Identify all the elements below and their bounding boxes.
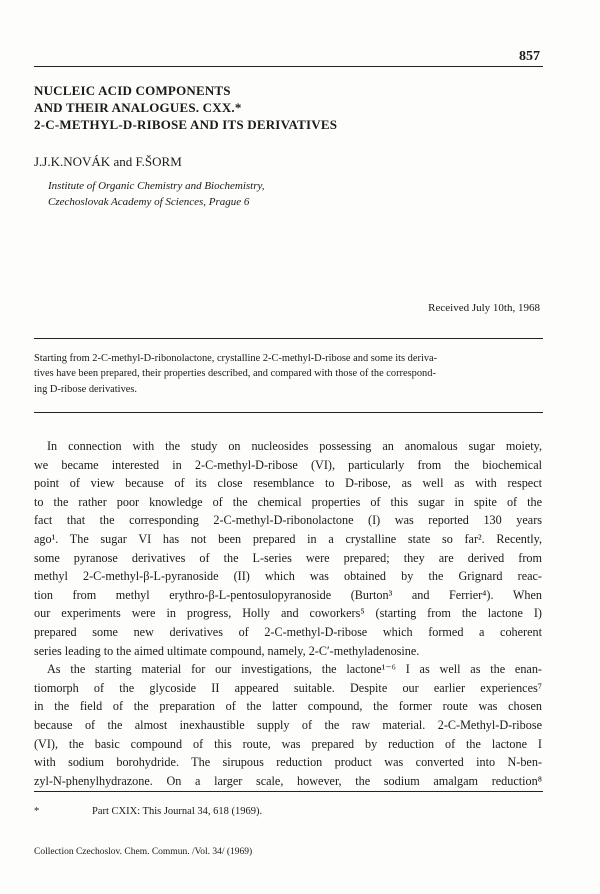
abstract-line: Starting from 2-C-methyl-D-ribonolactone, crystalline 2-C-methyl-D-ribose and some its deriva- <box>34 353 438 364</box>
body-line: tion from methyl erythro-β-L-pentosulopyranoside (Burton³ and Ferrier⁴). When <box>34 587 542 602</box>
body-line: we became interested in 2-C-methyl-D-ribose (VI), particularly from the biochemical <box>34 457 542 472</box>
abstract-bottom-rule <box>34 412 543 413</box>
body-line: tiomorph of the glycoside II appeared suitable. Despite our earlier experiences⁷ <box>34 680 542 695</box>
affiliation <box>48 178 265 210</box>
footnote-marker: * <box>34 806 40 817</box>
authors: J.J.K.NOVÁK and F.ŠORM <box>34 154 182 169</box>
page-number: 857 <box>519 49 540 64</box>
footnote-text: Part CXIX: This Journal 34, 618 (1969). <box>92 806 263 817</box>
article-title <box>34 82 337 133</box>
abstract-top-rule <box>34 338 543 339</box>
body-line: zyl-N-phenylhydrazone. On a larger scale, however, the sodium amalgam reduction⁸ <box>34 773 542 788</box>
affiliation-line-1: Institute of Organic Chemistry and Biochemistry, <box>48 180 265 192</box>
abstract-line: tives have been prepared, their properties described, and compared with those of the correspond- <box>34 368 436 380</box>
body-line: methyl 2-C-methyl-β-L-pyranoside (II) which was obtained by the Grignard reac- <box>34 569 542 584</box>
body-text <box>34 437 542 790</box>
body-line: (VI), the basic compound of this route, was prepared by reduction of the lactone I <box>34 736 542 751</box>
footnote <box>34 806 262 817</box>
abstract-line: ing D-ribose derivatives. <box>34 383 138 395</box>
body-line: series leading to the aimed ultimate compound, namely, 2-C′-methyladenosine. <box>34 643 420 658</box>
body-line: our experiments were in progress, Holly and coworkers⁵ (starting from the lactone I) <box>34 606 542 621</box>
affiliation-line-2: Czechoslovak Academy of Sciences, Prague 6 <box>48 196 250 208</box>
body-line: point of view because of its close resemblance to D-ribose, as well as with respect <box>34 476 542 491</box>
body-line: because of the almost inexhaustible supply of the raw material. 2-C-Methyl-D-ribose <box>34 717 542 732</box>
body-line: in the field of the preparation of the latter compound, the former route was chosen <box>34 699 542 714</box>
body-line: As the starting material for our investigations, the lactone¹⁻⁶ I as well as the enan- <box>47 662 542 677</box>
title-line-1: NUCLEIC ACID COMPONENTS <box>34 83 231 98</box>
journal-footer: Collection Czechoslov. Chem. Commun. /Vol. 34/ (1969) <box>34 847 253 857</box>
title-line-2: AND THEIR ANALOGUES. CXX.* <box>34 100 242 115</box>
abstract <box>34 351 542 397</box>
title-line-3: 2-C-METHYL-D-RIBOSE AND ITS DERIVATIVES <box>34 117 338 132</box>
body-line: fact that the corresponding 2-C-methyl-D-ribonolactone (I) was reported 130 years <box>34 513 542 528</box>
body-line: some pyranose derivatives of the L-series were prepared; they are derived from <box>34 550 542 565</box>
received-date: Received July 10th, 1968 <box>428 302 540 314</box>
header-rule <box>34 66 543 67</box>
body-line: prepared some new derivatives of 2-C-methyl-D-ribose which formed a coherent <box>34 624 542 639</box>
footnote-rule <box>34 791 543 792</box>
body-line: In connection with the study on nucleosides possessing an anomalous sugar moiety, <box>47 439 542 453</box>
body-line: ago¹. The sugar VI has not been prepared in a crystalline state so far². Recently, <box>34 531 542 546</box>
body-line: to the rather poor knowledge of the chemical properties of this sugar in spite of the <box>34 494 542 509</box>
body-line: with sodium borohydride. The sirupous reduction product was converted into N-ben- <box>34 755 542 770</box>
